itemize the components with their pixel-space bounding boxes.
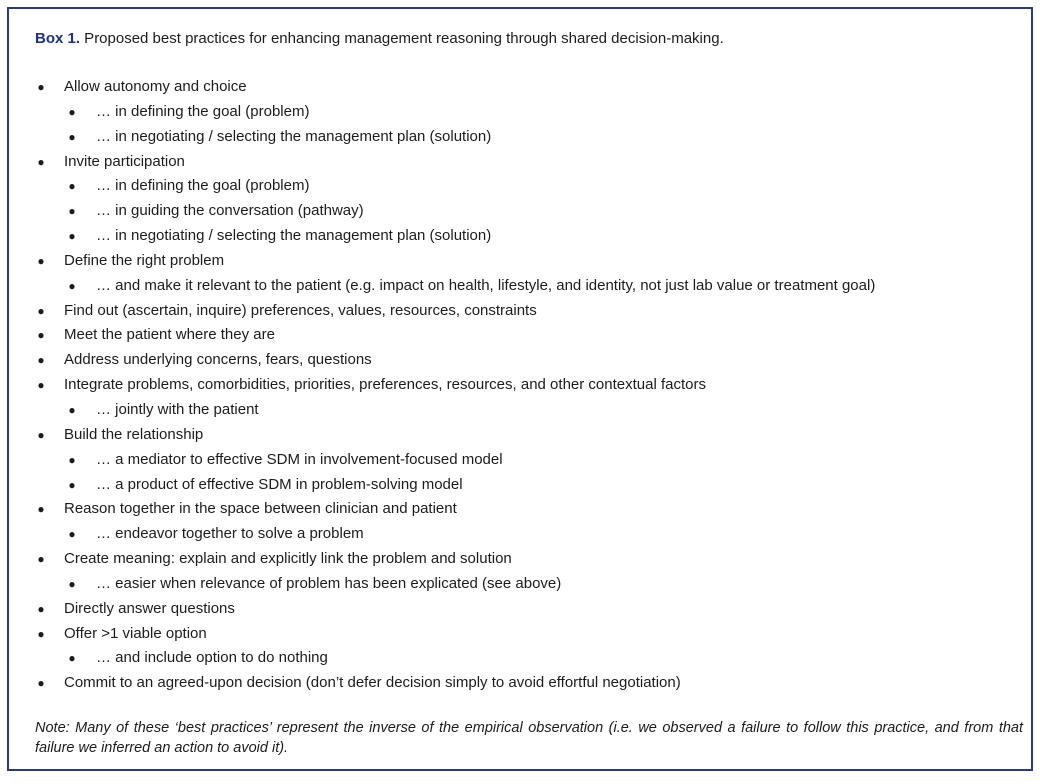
sub-list-item	[9, 448, 1031, 473]
sub-list-item	[9, 125, 1031, 150]
sub-list-item	[9, 274, 1031, 299]
sub-list-item	[9, 572, 1031, 597]
list-item-text: … jointly with the patient	[96, 400, 259, 418]
sub-list-item	[9, 398, 1031, 423]
bullet-icon: ●	[37, 502, 45, 517]
list-item	[9, 671, 1031, 696]
list-item-text: … a mediator to effective SDM in involvement-focused model	[96, 450, 503, 468]
bullet-icon: ●	[37, 552, 45, 567]
bullet-icon: ●	[37, 626, 45, 641]
list-item-text: Offer >1 viable option	[64, 624, 207, 642]
bullet-icon: ●	[37, 303, 45, 318]
list-item-text: … in guiding the conversation (pathway)	[96, 202, 364, 220]
list-item-text: … in negotiating / selecting the management plan (solution)	[96, 227, 492, 245]
list-item	[9, 348, 1031, 373]
bullet-icon: ●	[37, 154, 45, 169]
box-label: Box 1.	[35, 30, 81, 47]
sub-list-item	[9, 522, 1031, 547]
list-item-text: … in negotiating / selecting the management plan (solution)	[96, 127, 492, 145]
bullet-icon: ●	[37, 601, 45, 616]
list-item	[9, 75, 1031, 100]
bullet-icon: ●	[68, 576, 76, 591]
list-item	[9, 497, 1031, 522]
bullet-icon: ●	[68, 452, 76, 467]
list-item-text: … in defining the goal (problem)	[96, 102, 310, 120]
bullet-icon: ●	[68, 402, 76, 417]
bullet-icon: ●	[68, 229, 76, 244]
bullet-icon: ●	[37, 80, 45, 94]
sub-list-item	[9, 199, 1031, 224]
bullet-icon: ●	[37, 328, 45, 343]
list-item	[9, 249, 1031, 274]
sub-list-item	[9, 224, 1031, 249]
list-item-text: … and make it relevant to the patient (e.g. impact on health, lifestyle, and identity, not just lab value or treatment goal)	[96, 276, 876, 294]
list-item	[9, 423, 1031, 448]
list-item-text: Commit to an agreed-upon decision (don’t defer decision simply to avoid effortful negotiation)	[64, 674, 681, 692]
list-item-text: Meet the patient where they are	[64, 326, 275, 344]
list-item-text: … and include option to do nothing	[96, 649, 328, 667]
list-item-text: Build the relationship	[64, 425, 204, 443]
sub-list-item	[9, 100, 1031, 125]
box-note: Note: Many of these ‘best practices’ represent the inverse of the empirical observation (i.e. we observed a failure to follow this practice, and from that failure we inferred an action to avoid it).	[35, 720, 1023, 756]
list-item	[9, 373, 1031, 398]
bullet-icon: ●	[68, 104, 76, 119]
bullet-icon: ●	[68, 477, 76, 492]
practice-list	[9, 75, 1031, 696]
bullet-icon: ●	[68, 278, 76, 293]
list-item-text: Find out (ascertain, inquire) preferences, values, resources, constraints	[64, 301, 537, 319]
bullet-icon: ●	[68, 651, 76, 666]
list-item-text: … a product of effective SDM in problem-solving model	[96, 475, 463, 493]
bullet-icon: ●	[37, 353, 45, 368]
list-item	[9, 323, 1031, 348]
list-item	[9, 299, 1031, 324]
list-item-text: … easier when relevance of problem has been explicated (see above)	[96, 574, 562, 592]
list-item	[9, 547, 1031, 572]
list-item	[9, 622, 1031, 647]
bullet-icon: ●	[68, 204, 76, 219]
list-item-text: Address underlying concerns, fears, questions	[64, 351, 372, 369]
list-item	[9, 597, 1031, 622]
bullet-icon: ●	[37, 378, 45, 393]
list-item-text: Invite participation	[64, 152, 185, 170]
box-title	[35, 29, 724, 49]
box-frame	[7, 7, 1033, 771]
bullet-icon: ●	[37, 253, 45, 268]
sub-list-item	[9, 646, 1031, 671]
bullet-icon: ●	[37, 427, 45, 442]
list-item-text: Allow autonomy and choice	[64, 78, 247, 95]
list-item-text: Create meaning: explain and explicitly link the problem and solution	[64, 550, 512, 568]
list-item-text: Integrate problems, comorbidities, priorities, preferences, resources, and other contextual factors	[64, 376, 706, 394]
bullet-icon: ●	[37, 676, 45, 691]
box-title-text: Proposed best practices for enhancing management reasoning through shared decision-making.	[80, 30, 724, 47]
bullet-icon: ●	[68, 179, 76, 194]
sub-list-item	[9, 174, 1031, 199]
list-item-text: … in defining the goal (problem)	[96, 177, 310, 195]
bullet-icon: ●	[68, 129, 76, 144]
bullet-icon: ●	[68, 527, 76, 542]
list-item-text: Define the right problem	[64, 251, 225, 269]
list-item-text: Directly answer questions	[64, 599, 235, 617]
list-item-text: Reason together in the space between clinician and patient	[64, 500, 457, 518]
sub-list-item	[9, 473, 1031, 498]
list-item-text: … endeavor together to solve a problem	[96, 525, 364, 543]
list-item	[9, 150, 1031, 175]
